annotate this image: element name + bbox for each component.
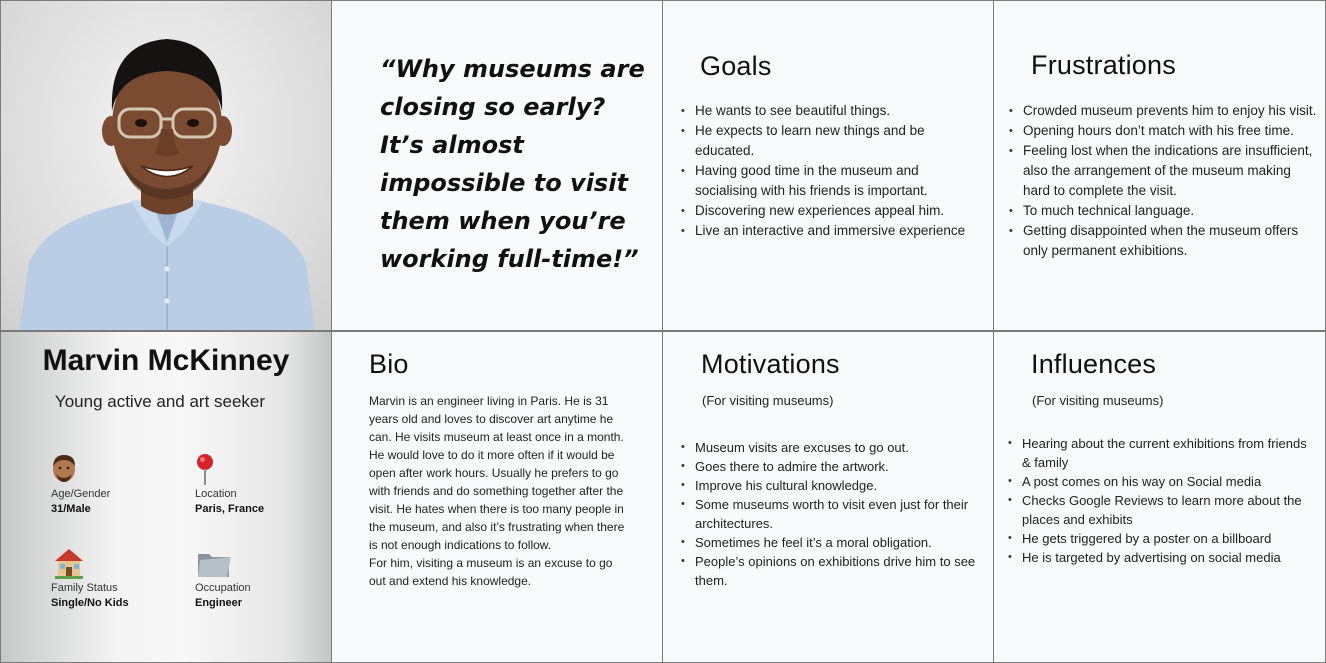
motivations-subtitle: (For visiting museums) [702, 393, 834, 408]
list-item: • He expects to learn new things and be educated. [681, 121, 981, 161]
goals-list [681, 101, 981, 241]
attribute-value: Engineer [195, 597, 243, 609]
list-item: • Discovering new experiences appeal him. [681, 201, 981, 221]
influences-subtitle: (For visiting museums) [1032, 393, 1164, 408]
goals-title: Goals [700, 51, 772, 81]
list-item: • Improve his cultural knowledge. [681, 476, 981, 495]
house-icon [51, 546, 87, 580]
attribute-value: 31/Male [51, 503, 91, 515]
bio-title: Bio [369, 349, 409, 379]
motivations-list [681, 438, 981, 590]
persona-quote-card [331, 0, 663, 331]
list-item: • Opening hours don’t match with his free time. [1009, 121, 1319, 141]
persona-quote: “Why museums are closing so early? It’s almost impossible to visit them when you’re working full-time!” [380, 55, 645, 273]
influences-section [993, 331, 1326, 663]
attribute-label: Age/Gender [51, 488, 111, 500]
goals-section [662, 0, 994, 331]
list-item: • Crowded museum prevents him to enjoy his visit. [1009, 101, 1319, 121]
attribute-label: Family Status [51, 582, 118, 594]
persona-profile-card [0, 331, 332, 663]
list-item: • Goes there to admire the artwork. [681, 457, 981, 476]
pushpin-icon [195, 452, 225, 486]
influences-title: Influences [1031, 349, 1157, 379]
frustrations-list [1009, 101, 1319, 261]
list-item: • Having good time in the museum and socialising with his friends is important. [681, 161, 981, 201]
persona-portrait-image [1, 1, 332, 331]
list-item: • People’s opinions on exhibitions drive him to see them. [681, 552, 981, 590]
bio-paragraph: For him, visiting a museum is an excuse to go out and extend his knowledge. [369, 556, 613, 588]
bio-text [369, 392, 631, 590]
influences-list [1008, 434, 1313, 567]
list-item: • Live an interactive and immersive experience [681, 221, 981, 241]
attribute-label: Location [195, 488, 237, 500]
list-item: • Checks Google Reviews to learn more about the places and exhibits [1008, 491, 1313, 529]
list-item: • To much technical language. [1009, 201, 1319, 221]
list-item: • Sometimes he feel it’s a moral obligation. [681, 533, 981, 552]
attribute-age-gender [51, 452, 181, 515]
list-item: • Feeling lost when the indications are insufficient, also the arrangement of the museum making hard to complete the visit. [1009, 141, 1319, 201]
attribute-family-status [51, 546, 181, 609]
folder-icon [195, 546, 233, 580]
persona-tagline: Young active and art seeker [54, 392, 266, 411]
frustrations-section [993, 0, 1326, 331]
motivations-title: Motivations [701, 349, 840, 379]
list-item: • Some museums worth to visit even just for their architectures. [681, 495, 981, 533]
persona-name: Marvin McKinney [42, 344, 290, 377]
man-emoji-icon [51, 452, 81, 486]
attribute-occupation [195, 546, 325, 609]
list-item: • Museum visits are excuses to go out. [681, 438, 981, 457]
attribute-location [195, 452, 325, 515]
list-item: • Getting disappointed when the museum offers only permanent exhibitions. [1009, 221, 1319, 261]
list-item: • He wants to see beautiful things. [681, 101, 981, 121]
frustrations-title: Frustrations [1031, 50, 1176, 80]
bio-section [331, 331, 663, 663]
attribute-label: Occupation [195, 582, 251, 594]
list-item: • Hearing about the current exhibitions from friends & family [1008, 434, 1313, 472]
list-item: • A post comes on his way on Social media [1008, 472, 1313, 491]
attribute-value: Single/No Kids [51, 597, 129, 609]
list-item: • He is targeted by advertising on social media [1008, 548, 1313, 567]
bio-paragraph: Marvin is an engineer living in Paris. He is 31 years old and loves to discover art anytime he can. He visits museum at least once in a month. He would love to do it more often if it would be open after work hours. Usually he prefers to go with friends and do something together after the visit. He hates when there is too many people in the museum, and also it’s frustrating when there is not enough indications to follow. [369, 394, 625, 552]
persona-photo [0, 0, 332, 331]
attribute-value: Paris, France [195, 503, 265, 515]
list-item: • He gets triggered by a poster on a billboard [1008, 529, 1313, 548]
motivations-section [662, 331, 994, 663]
